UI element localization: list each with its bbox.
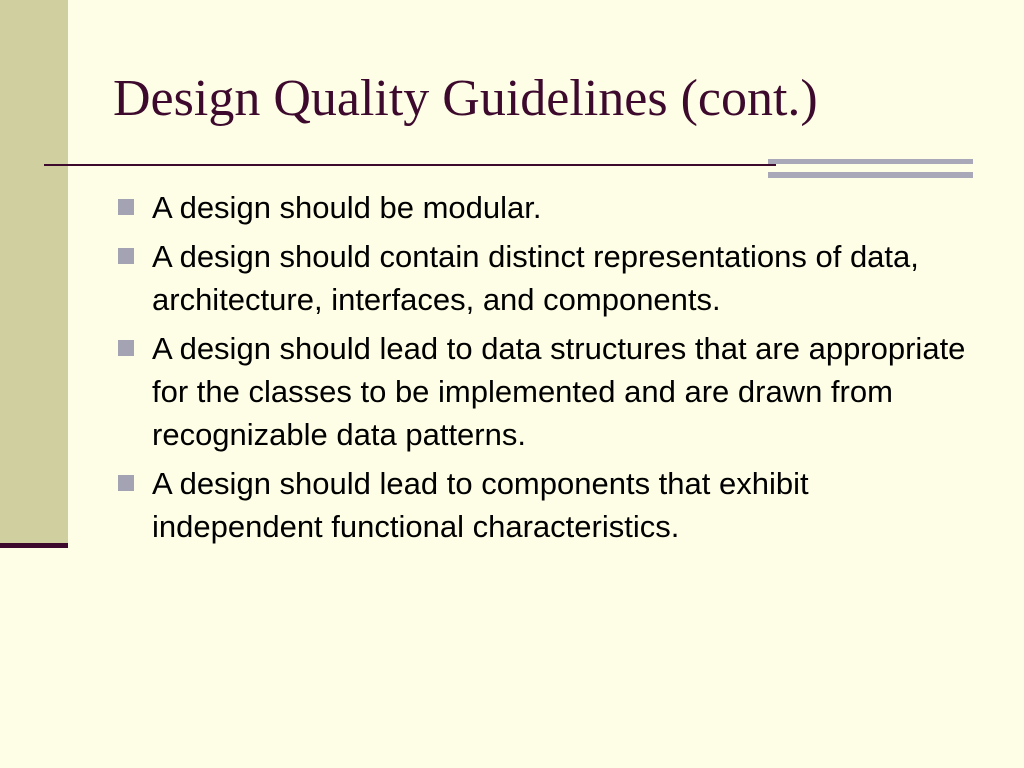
square-bullet-icon — [118, 340, 134, 356]
square-bullet-icon — [118, 475, 134, 491]
title-divider — [44, 164, 776, 166]
bullet-item — [116, 186, 976, 229]
left-decorative-band — [0, 0, 68, 543]
accent-bar-top — [768, 159, 973, 164]
bullet-item — [116, 327, 976, 456]
bullet-item — [116, 462, 976, 548]
square-bullet-icon — [118, 248, 134, 264]
bullet-text: A design should lead to data structures that are appropriate for the classes to be implemented and are drawn from recognizable data patterns. — [152, 331, 966, 452]
bullet-text: A design should be modular. — [152, 190, 542, 225]
bullet-list — [116, 186, 976, 554]
square-bullet-icon — [118, 199, 134, 215]
left-band-base-rule — [0, 543, 68, 548]
bullet-text: A design should contain distinct representations of data, architecture, interfaces, and components. — [152, 239, 919, 317]
accent-bar-bottom — [768, 172, 973, 178]
slide-title: Design Quality Guidelines (cont.) — [113, 70, 818, 127]
bullet-item — [116, 235, 976, 321]
bullet-text: A design should lead to components that exhibit independent functional characteristics. — [152, 466, 809, 544]
